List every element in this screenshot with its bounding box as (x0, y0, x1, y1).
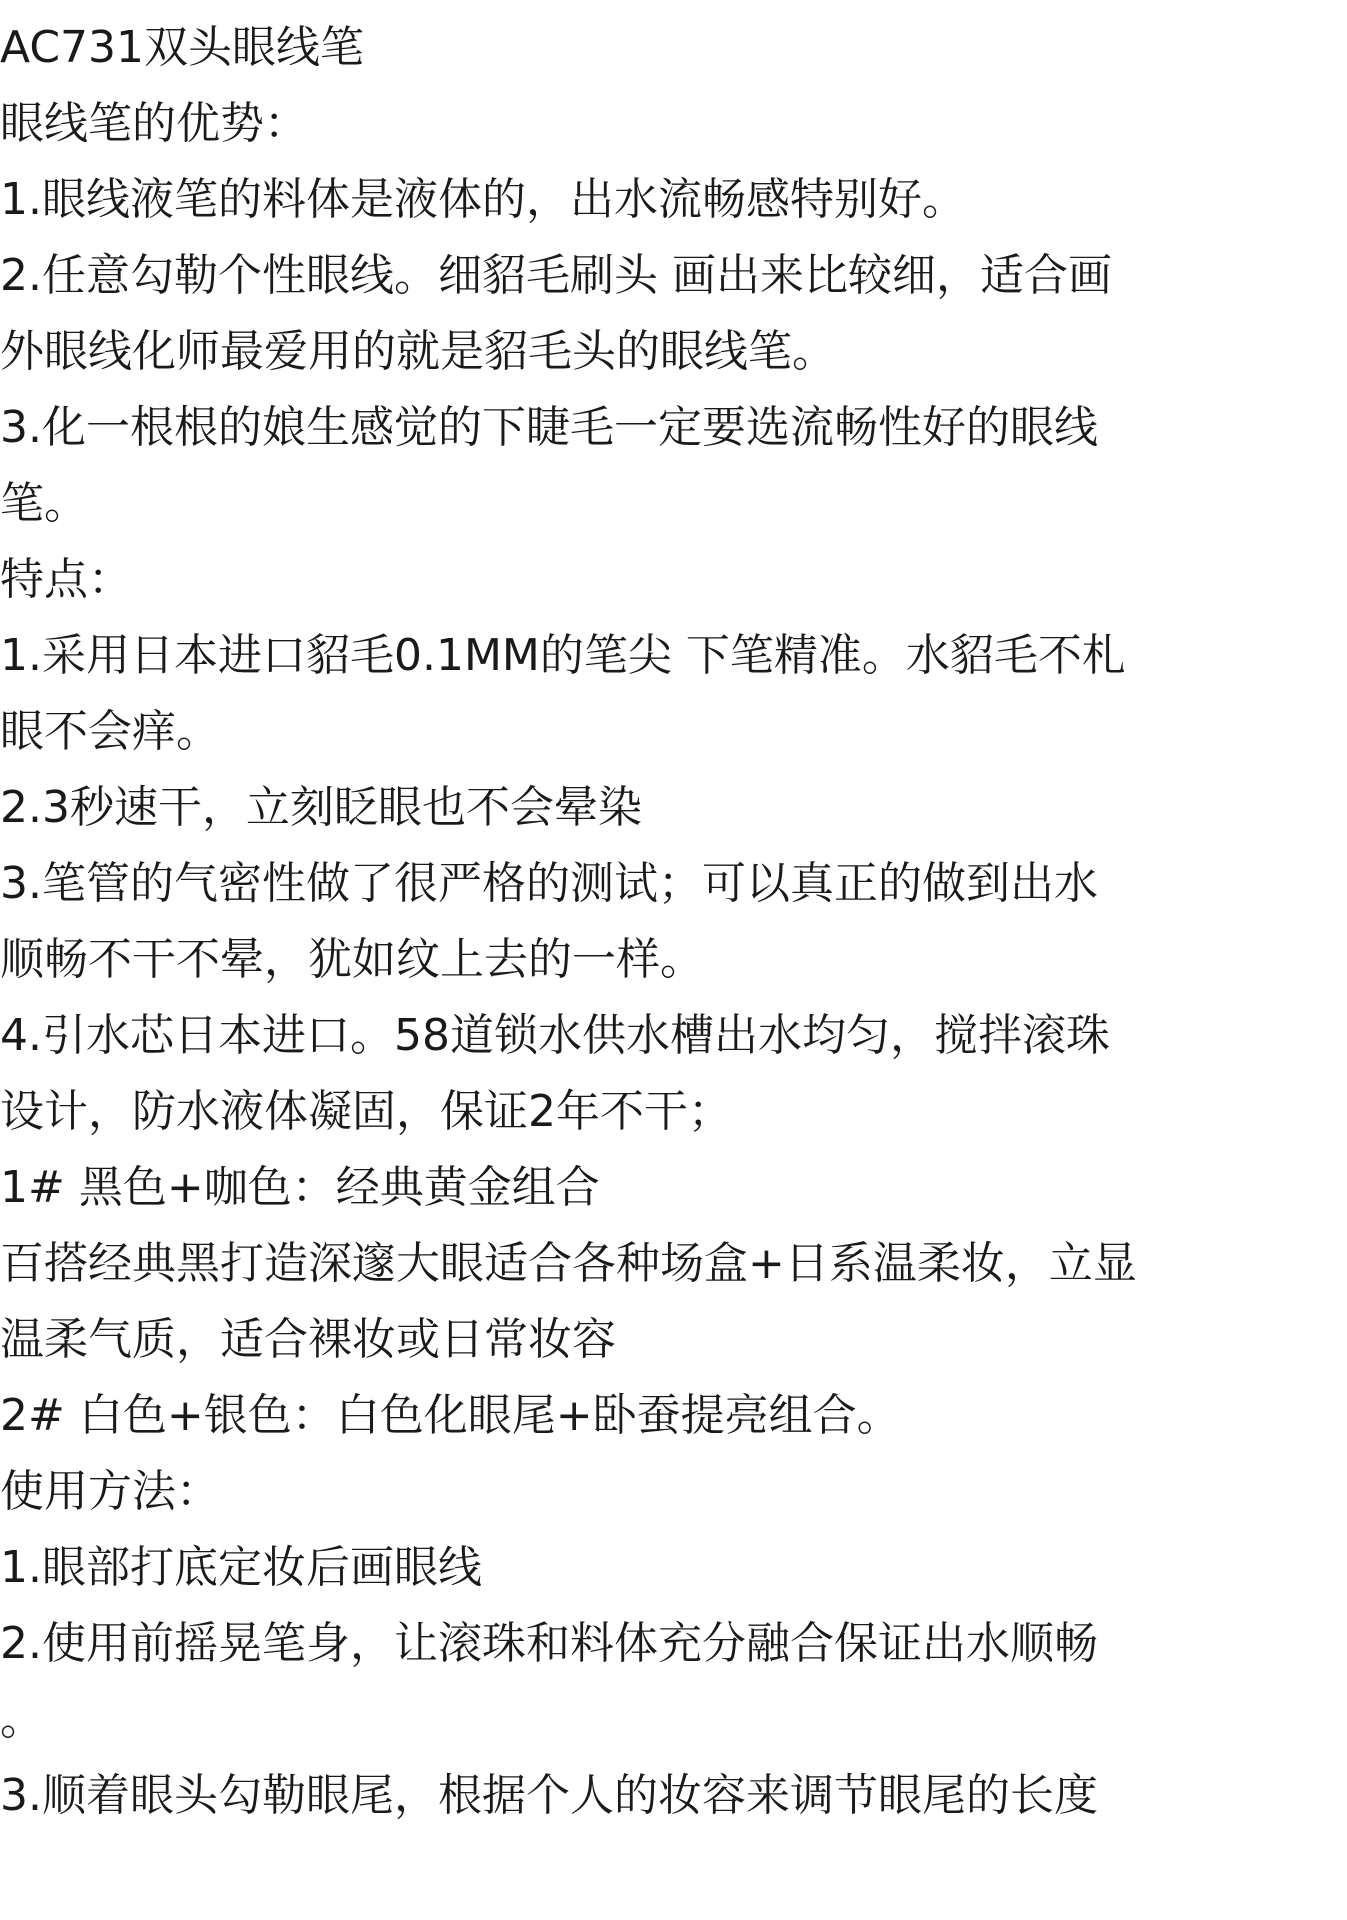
text-line: 1.眼线液笔的料体是液体的，出水流畅感特别好。 (0, 174, 966, 225)
text-line: 1.采用日本进口貂毛0.1MM的笔尖 下笔精准。水貂毛不札 (0, 630, 1126, 681)
text-line: 外眼线化师最爱用的就是貂毛头的眼线笔。 (0, 326, 836, 377)
text-line: 4.引水芯日本进口。58道锁水供水槽出水均匀，搅拌滚珠 (0, 1010, 1110, 1061)
text-line: 1.眼部打底定妆后画眼线 (0, 1542, 482, 1593)
section-heading-usage: 使用方法： (0, 1466, 220, 1517)
text-line: 眼不会痒。 (0, 706, 220, 757)
text-line: 2.3秒速干，立刻眨眼也不会晕染 (0, 782, 642, 833)
text-line: 笔。 (0, 478, 88, 529)
text-line: 2# 白色+银色：白色化眼尾+卧蚕提亮组合。 (0, 1390, 901, 1441)
text-line: 3.化一根根的娘生感觉的下睫毛一定要选流畅性好的眼线 (0, 402, 1098, 453)
section-heading-features: 特点： (0, 554, 132, 605)
text-line: 2.任意勾勒个性眼线。细貂毛刷头 画出来比较细，适合画 (0, 250, 1112, 301)
text-line: 百搭经典黑打造深邃大眼适合各种场盒+日系温柔妆，立显 (0, 1238, 1137, 1289)
text-line: 3.顺着眼头勾勒眼尾，根据个人的妆容来调节眼尾的长度 (0, 1770, 1098, 1821)
text-line: 1# 黑色+咖色：经典黄金组合 (0, 1162, 600, 1213)
text-line: 2.使用前摇晃笔身，让滚珠和料体充分融合保证出水顺畅 (0, 1618, 1098, 1669)
section-heading-advantages: 眼线笔的优势： (0, 98, 308, 149)
text-line: 。 (0, 1694, 44, 1745)
text-line: 3.笔管的气密性做了很严格的测试；可以真正的做到出水 (0, 858, 1098, 909)
text-line: 顺畅不干不晕，犹如纹上去的一样。 (0, 934, 704, 985)
text-line: 设计，防水液体凝固，保证2年不干； (0, 1086, 732, 1137)
product-title: AC731双头眼线笔 (0, 22, 365, 73)
text-line: 温柔气质，适合裸妆或日常妆容 (0, 1314, 616, 1365)
